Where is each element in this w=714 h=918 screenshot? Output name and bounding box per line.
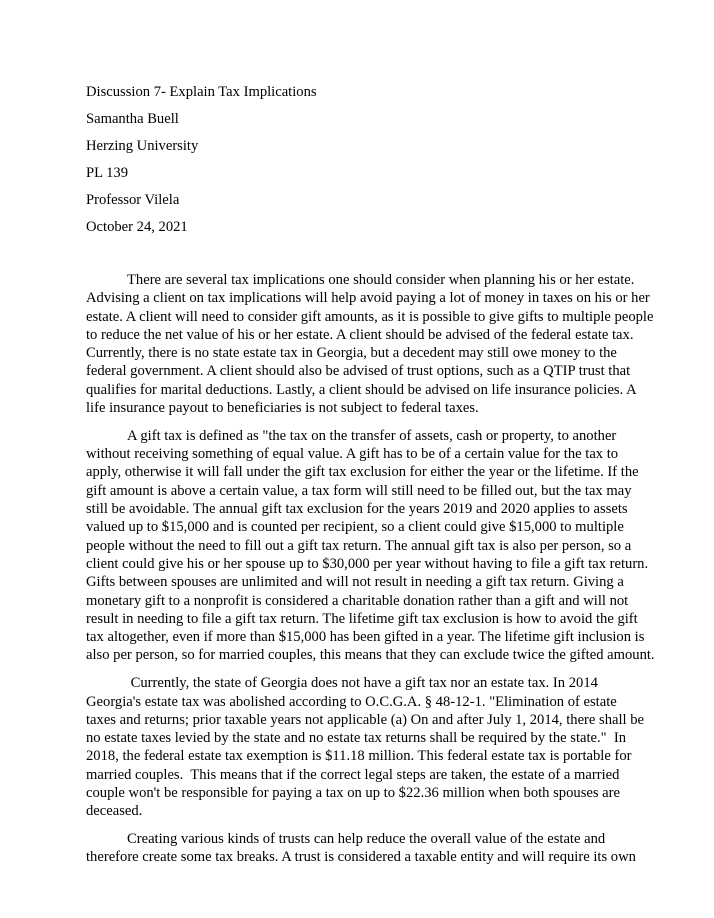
paragraph-line: also per person, so for married couples, this means that they can exclude twice the gifted amount.	[86, 647, 655, 664]
paragraph-line: Currently, the state of Georgia does not have a gift tax nor an estate tax. In 2014	[127, 675, 598, 692]
paragraph-line: valued up to $15,000 and is counted per recipient, so a client could give $15,000 to multiple	[86, 519, 624, 536]
paragraph-trusts	[86, 830, 642, 867]
paragraph-line: client could give his or her spouse up to $30,000 per year without having to file a gift tax return.	[86, 555, 649, 572]
paragraph-line: Currently, there is no state estate tax in Georgia, but a decedent may still owe money to the	[86, 345, 617, 362]
paragraph-gift-tax	[86, 427, 655, 665]
paragraph-georgia-tax	[86, 674, 645, 820]
document-title: Discussion 7- Explain Tax Implications	[86, 84, 317, 100]
paragraph-line: without receiving something of equal value. A gift has to be of a certain value for the tax to	[86, 446, 619, 463]
paragraph-line: gift amount is above a certain value, a tax form will still need to be filled out, but the tax may	[86, 482, 632, 499]
document-date: October 24, 2021	[86, 219, 188, 235]
document-body	[86, 271, 655, 876]
paragraph-line: life insurance payout to beneficiaries is not subject to federal taxes.	[86, 400, 479, 417]
paragraph-line: apply, otherwise it will fall under the gift tax exclusion for either the year or the lifetime. If the	[86, 464, 639, 481]
institution-name: Herzing University	[86, 138, 199, 154]
paragraph-line: people without the need to fill out a gift tax return. The annual gift tax is also per person, so a	[86, 537, 632, 554]
paragraph-line: therefore create some tax breaks. A trust is considered a taxable entity and will require its own	[86, 849, 636, 866]
paragraph-line: monetary gift to a nonprofit is considered a charitable donation rather than a gift and will not	[86, 592, 629, 609]
professor-name: Professor Vilela	[86, 192, 180, 208]
paragraph-line: result in needing to file a gift tax return. The lifetime gift tax exclusion is how to avoid the gift	[86, 610, 638, 627]
paragraph-line: no estate taxes levied by the state and no estate tax returns shall be required by the state." In	[86, 730, 627, 747]
course-code: PL 139	[86, 165, 129, 181]
paragraph-line: Georgia's estate tax was abolished according to O.C.G.A. § 48-12-1. "Elimination of estate	[86, 693, 617, 710]
paragraph-line: to reduce the net value of his or her estate. A client should be advised of the federal estate tax.	[86, 326, 634, 343]
paragraph-line: There are several tax implications one should consider when planning his or her estate.	[127, 272, 635, 288]
paragraph-line: A gift tax is defined as "the tax on the transfer of assets, cash or property, to another	[127, 427, 617, 444]
author-name: Samantha Buell	[86, 111, 179, 127]
document-header	[86, 83, 646, 245]
paragraph-line: deceased.	[86, 803, 143, 820]
paragraph-line: still be avoidable. The annual gift tax exclusion for the years 2019 and 2020 applies to assets	[86, 501, 628, 518]
paragraph-line: taxes and returns; prior taxable years not applicable (a) On and after July 1, 2014, there shall be	[86, 711, 645, 728]
paragraph-line: Advising a client on tax implications will help avoid paying a lot of money in taxes on his or her	[86, 290, 650, 307]
paragraph-line: Gifts between spouses are unlimited and will not result in needing a gift tax return. Giving a	[86, 574, 624, 591]
paragraph-line: tax altogether, even if more than $15,000 has been gifted in a year. The lifetime gift inclusion is	[86, 629, 645, 646]
paragraph-line: qualifies for marital deductions. Lastly, a client should be advised on life insurance policies. A	[86, 381, 637, 398]
paragraph-line: 2018, the federal estate tax exemption is $11.18 million. This federal estate tax is portable for	[86, 748, 632, 765]
paragraph-intro	[86, 271, 654, 417]
paragraph-line: estate. A client will need to consider gift amounts, as it is possible to give gifts to multiple people	[86, 308, 654, 325]
paragraph-line: married couples. This means that if the correct legal steps are taken, the estate of a married	[86, 766, 620, 783]
paragraph-line: Creating various kinds of trusts can help reduce the overall value of the estate and	[127, 831, 606, 848]
paragraph-line: federal government. A client should also be advised of trust options, such as a QTIP trust that	[86, 363, 631, 380]
paragraph-line: couple won't be responsible for paying a tax on up to $22.36 million when both spouses are	[86, 785, 620, 802]
